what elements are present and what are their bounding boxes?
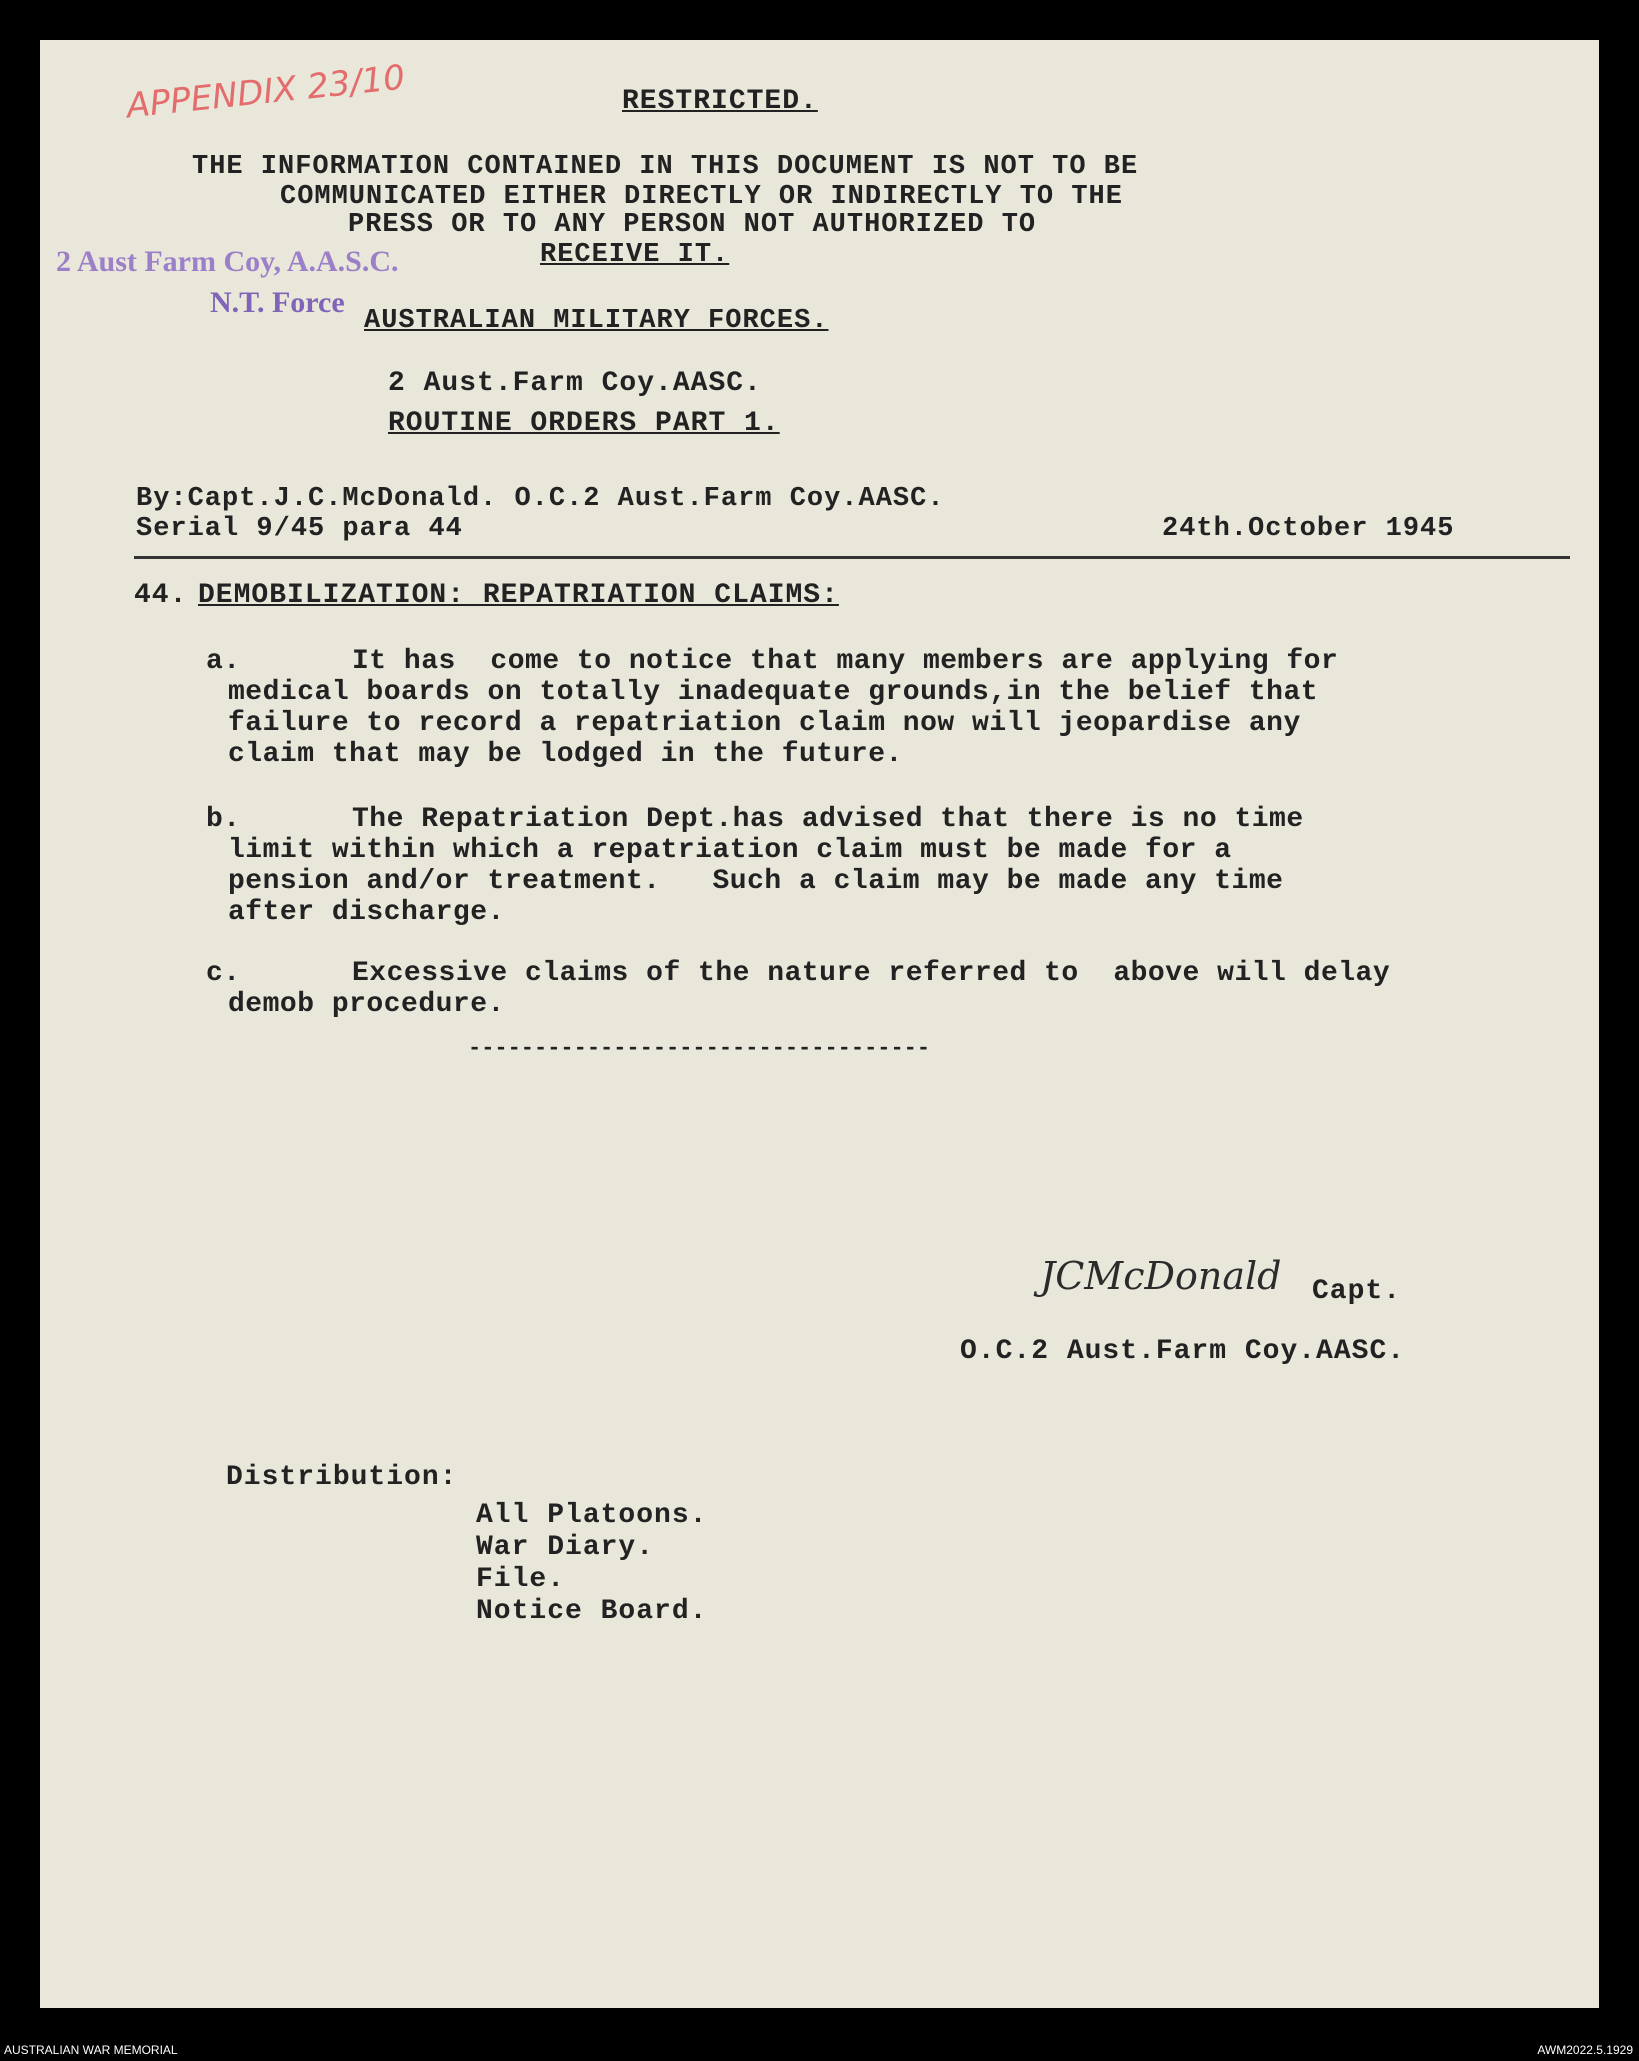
unit-stamp-line-2: N.T. Force (210, 286, 345, 319)
paragraph-b-label: b. (206, 804, 241, 835)
section-title: DEMOBILIZATION: REPATRIATION CLAIMS: (198, 580, 839, 611)
restricted-heading: RESTRICTED. (622, 86, 818, 117)
archive-credit: AUSTRALIAN WAR MEMORIAL (4, 2043, 178, 2057)
document-page (40, 40, 1599, 2008)
header-rule (134, 556, 1570, 559)
distribution-item: War Diary. (476, 1532, 655, 1563)
notice-line-3: PRESS OR TO ANY PERSON NOT AUTHORIZED TO (348, 210, 1037, 240)
serial-number: Serial 9/45 para 44 (136, 514, 463, 544)
notice-line-1: THE INFORMATION CONTAINED IN THIS DOCUMENT IS NOT TO BE (192, 152, 1139, 182)
force-heading: AUSTRALIAN MILITARY FORCES. (364, 306, 829, 336)
unit-stamp-line-1: 2 Aust Farm Coy, A.A.S.C. (56, 245, 399, 278)
paragraph-c-first-line: Excessive claims of the nature referred to above will delay (352, 958, 1391, 989)
notice-line-4: RECEIVE IT. (540, 240, 730, 270)
handwritten-annotation: APPENDIX 23/10 (124, 57, 407, 127)
paragraph-a-label: a. (206, 646, 241, 677)
unit-heading: 2 Aust.Farm Coy.AASC. (388, 368, 762, 399)
distribution-item: Notice Board. (476, 1596, 708, 1627)
section-number: 44. (134, 580, 188, 611)
distribution-item: All Platoons. (476, 1500, 708, 1531)
archive-reference: AWM2022.5.1929 (1537, 2043, 1633, 2057)
paragraph-a-first-line: It has come to notice that many members are applying for (352, 646, 1339, 677)
paragraph-c-body: demob procedure. (228, 989, 505, 1020)
notice-line-2: COMMUNICATED EITHER DIRECTLY OR INDIRECTLY TO THE (280, 182, 1123, 212)
issued-by: By:Capt.J.C.McDonald. O.C.2 Aust.Farm Coy.AASC. (136, 484, 945, 514)
paragraph-c-label: c. (206, 958, 241, 989)
signature-rank: Capt. (1312, 1276, 1402, 1307)
order-date: 24th.October 1945 (1162, 514, 1455, 544)
distribution-label: Distribution: (226, 1462, 458, 1493)
orders-heading: ROUTINE ORDERS PART 1. (388, 408, 780, 439)
paragraph-a-body: medical boards on totally inadequate grounds,in the belief that failure to record a repatriation claim now will jeopardise any claim that may be lodged in the future. (228, 677, 1319, 770)
section-divider: ----------------------------------- (468, 1036, 931, 1061)
handwritten-signature: JCMcDonald (1040, 1254, 1282, 1298)
signatory-title: O.C.2 Aust.Farm Coy.AASC. (960, 1336, 1406, 1367)
paragraph-b-body: limit within which a repatriation claim must be made for a pension and/or treatment. Such a claim may be made any time after discharge. (228, 835, 1284, 928)
distribution-item: File. (476, 1564, 566, 1595)
paragraph-b-first-line: The Repatriation Dept.has advised that there is no time (352, 804, 1304, 835)
